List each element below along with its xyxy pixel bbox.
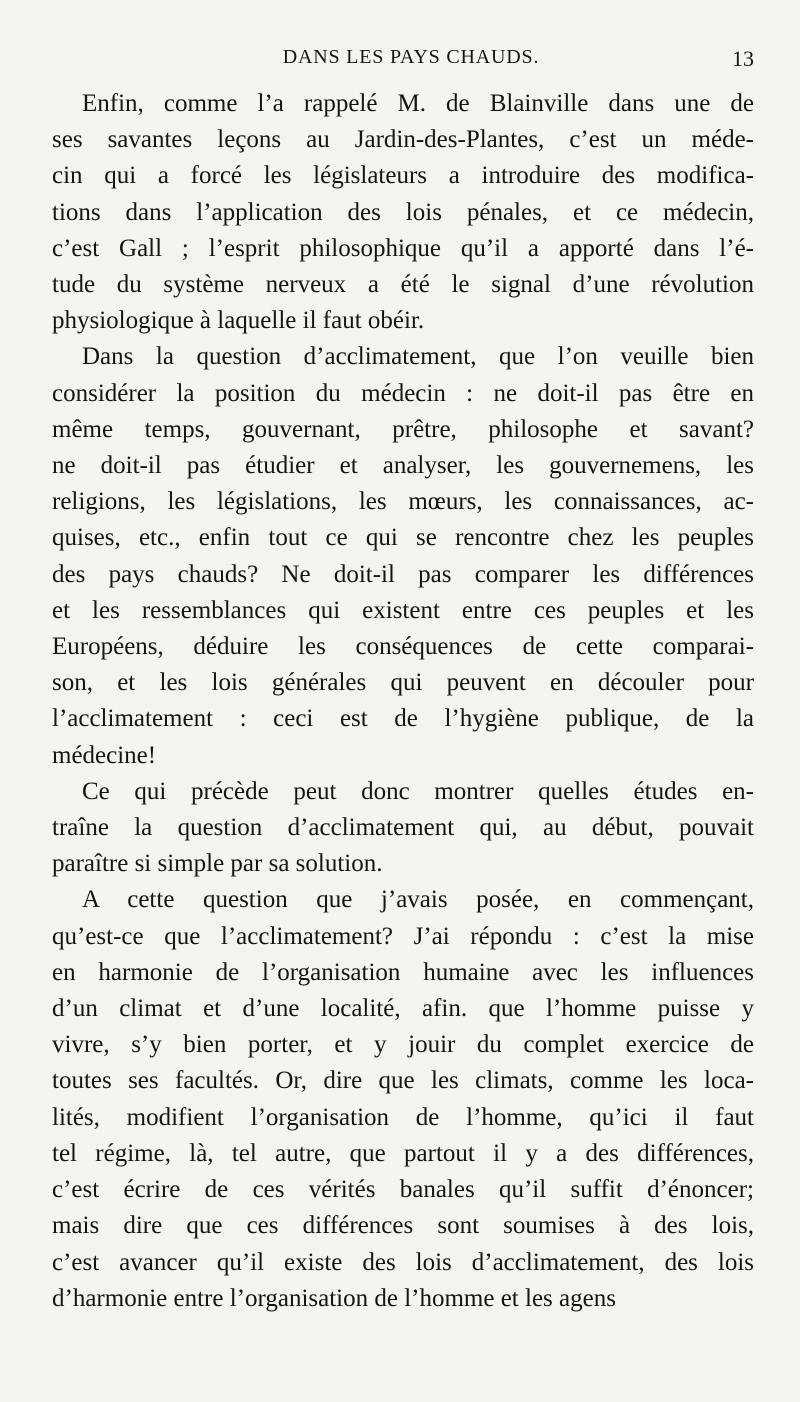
text-line: ses savantes leçons au Jardin-des-Plantes, c’est un méde- bbox=[52, 126, 754, 154]
text-line: en harmonie de l’organisation humaine avec les influences bbox=[52, 958, 754, 986]
paragraph bbox=[52, 774, 754, 883]
text-line: son, et les lois générales qui peuvent en découler pour bbox=[52, 669, 754, 697]
text-line: médecine! bbox=[52, 741, 157, 769]
text-line: religions, les législations, les mœurs, les connaissances, ac- bbox=[52, 488, 754, 516]
running-head bbox=[52, 46, 770, 76]
paragraph bbox=[52, 882, 754, 1316]
text-line: tude du système nerveux a été le signal d’une révolution bbox=[52, 271, 754, 299]
text-line: quises, etc., enfin tout ce qui se rencontre chez les peuples bbox=[52, 524, 754, 552]
text-line: tions dans l’application des lois pénales, et ce médecin, bbox=[52, 198, 754, 226]
text-line: vivre, s’y bien porter, et y jouir du complet exercice de bbox=[52, 1031, 754, 1059]
text-line: cin qui a forcé les législateurs a introduire des modifica- bbox=[52, 162, 754, 190]
text-line: c’est écrire de ces vérités banales qu’il suffit d’énoncer; bbox=[52, 1176, 754, 1204]
text-line: toutes ses facultés. Or, dire que les climats, comme les loca- bbox=[52, 1067, 754, 1095]
text-line: et les ressemblances qui existent entre ces peuples et les bbox=[52, 596, 754, 624]
text-line: traîne la question d’acclimatement qui, au début, pouvait bbox=[52, 814, 754, 842]
paragraph bbox=[52, 339, 754, 773]
body-text bbox=[52, 86, 754, 1317]
text-line: ne doit-il pas étudier et analyser, les gouvernemens, les bbox=[52, 452, 754, 480]
running-title: DANS LES PAYS CHAUDS. bbox=[282, 46, 540, 68]
text-line: Européens, déduire les conséquences de cette comparai- bbox=[52, 633, 754, 661]
text-line: l’acclimatement : ceci est de l’hygiène publique, de la bbox=[52, 705, 754, 733]
text-line: mais dire que ces différences sont soumises à des lois, bbox=[52, 1212, 754, 1240]
text-line: des pays chauds? Ne doit-il pas comparer les différences bbox=[52, 560, 754, 588]
text-line: d’harmonie entre l’organisation de l’homme et les agens bbox=[52, 1284, 616, 1312]
text-line: c’est avancer qu’il existe des lois d’acclimatement, des lois bbox=[52, 1248, 754, 1276]
text-line: Enfin, comme l’a rappelé M. de Blainville dans une de bbox=[82, 90, 754, 117]
text-line: paraître si simple par sa solution. bbox=[52, 850, 383, 878]
text-line: A cette question que j’avais posée, en commençant, bbox=[82, 886, 754, 914]
text-line: considérer la position du médecin : ne doit-il pas être en bbox=[52, 379, 754, 407]
text-line: physiologique à laquelle il faut obéir. bbox=[52, 307, 425, 335]
text-line: lités, modifient l’organisation de l’homme, qu’ici il faut bbox=[52, 1103, 754, 1131]
text-line: qu’est-ce que l’acclimatement? J’ai répondu : c’est la mise bbox=[52, 922, 754, 950]
text-line: d’un climat et d’une localité, afin. que l’homme puisse y bbox=[52, 995, 754, 1023]
page-number: 13 bbox=[732, 46, 754, 71]
text-line: Ce qui précède peut donc montrer quelles études en- bbox=[82, 777, 754, 805]
text-line: Dans la question d’acclimatement, que l’on veuille bien bbox=[82, 343, 754, 371]
text-line: tel régime, là, tel autre, que partout il y a des différences, bbox=[52, 1139, 754, 1167]
text-line: même temps, gouvernant, prêtre, philosophe et savant? bbox=[52, 415, 754, 443]
paragraph bbox=[52, 86, 754, 339]
text-line: c’est Gall ; l’esprit philosophique qu’il a apporté dans l’é- bbox=[52, 234, 754, 262]
